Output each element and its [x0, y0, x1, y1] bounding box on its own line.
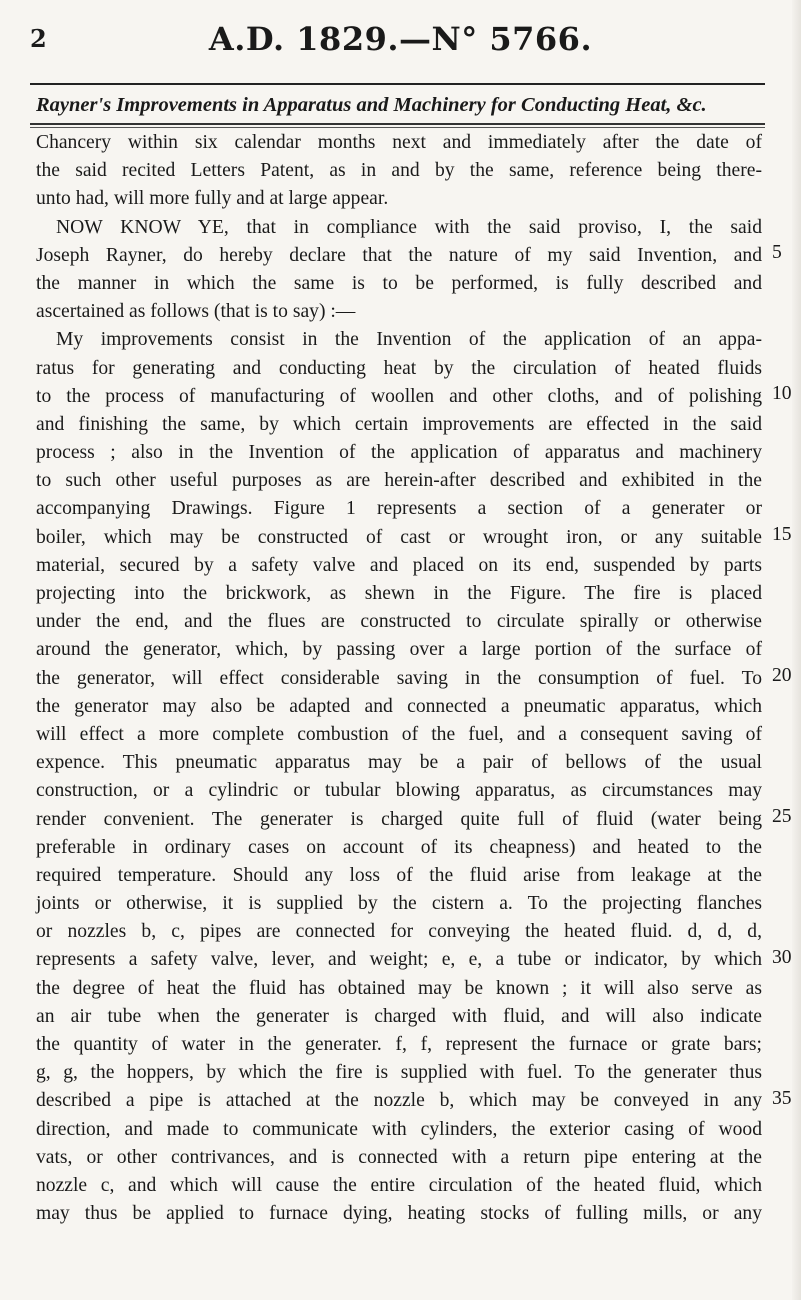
text-line: projecting into the brickwork, as shewn in the Figure. The fire is placed: [36, 583, 762, 604]
text-line: render convenient. The generater is charged quite full of fluid (water being: [36, 808, 762, 830]
text-line: direction, and made to communicate with cylinders, the exterior casing of wood: [36, 1118, 762, 1140]
text-line: vats, or other contrivances, and is connected with a return pipe entering at the: [36, 1146, 762, 1168]
text-line: accompanying Drawings. Figure 1 represents a section of a generater or: [36, 498, 762, 520]
text-line: to the process of manufacturing of woollen and other cloths, and of polishing: [36, 385, 762, 407]
text-line: around the generator, which, by passing over a large portion of the surface of: [36, 639, 762, 661]
text-line: nozzle c, and which will cause the entire circulation of the heated fluid, which: [36, 1174, 762, 1196]
text-line: an air tube when the generater is charged with fluid, and will also indicate: [36, 1005, 762, 1027]
text-line: to such other useful purposes as are herein-after described and exhibited in the: [36, 470, 762, 492]
text-line: under the end, and the flues are constructed to circulate spirally or otherwise: [36, 611, 762, 633]
running-title: Rayner's Improvements in Apparatus and Machinery for Conducting Heat, &c.: [36, 94, 707, 116]
text-line: represents a safety valve, lever, and weight; e, e, a tube or indicator, by which: [36, 949, 762, 971]
text-line: g, g, the hoppers, by which the fire is supplied with fuel. To the generater thus: [36, 1062, 762, 1084]
text-line: the generator, will effect considerable saving in the consumption of fuel. To: [36, 667, 762, 689]
page-header-title: A.D. 1829.—N° 5766.: [208, 20, 593, 58]
line-number: 5: [772, 242, 782, 263]
text-line: and finishing the same, by which certain improvements are effected in the said: [36, 413, 762, 435]
text-line: My improvements consist in the Invention of the application of an appa-: [56, 329, 762, 351]
text-line: may thus be applied to furnace dying, heating stocks of fulling mills, or any: [36, 1203, 762, 1225]
line-number: 35: [772, 1088, 792, 1109]
page-number: 2: [30, 24, 47, 53]
text-line: the generator may also be adapted and connected a pneumatic apparatus, which: [36, 695, 762, 717]
running-title-rule: [30, 123, 765, 125]
text-line: the manner in which the same is to be performed, is fully described and: [36, 272, 762, 294]
text-line: ratus for generating and conducting heat by the circulation of heated fluids: [36, 357, 762, 379]
text-line: the quantity of water in the generater. f, f, represent the furnace or grate bars;: [36, 1034, 762, 1055]
running-title-rule-secondary: [30, 127, 765, 128]
text-line: will effect a more complete combustion of the fuel, and a consequent saving of: [36, 723, 762, 745]
text-line: joints or otherwise, it is supplied by the cistern a. To the projecting flanches: [36, 893, 762, 915]
text-line: construction, or a cylindric or tubular blowing apparatus, as circumstances may: [36, 780, 762, 802]
text-line: or nozzles b, c, pipes are connected for conveying the heated fluid. d, d, d,: [36, 921, 762, 943]
text-line: preferable in ordinary cases on account of its cheapness) and heated to the: [36, 836, 762, 858]
text-line: described a pipe is attached at the nozzle b, which may be conveyed in any: [36, 1090, 762, 1112]
line-number: 25: [772, 806, 792, 827]
line-number: 20: [772, 665, 792, 686]
line-number: 10: [772, 383, 792, 404]
text-line: ascertained as follows (that is to say) :—: [36, 301, 356, 323]
text-line: boiler, which may be constructed of cast or wrought iron, or any suitable: [36, 526, 762, 548]
text-line: Chancery within six calendar months next and immediately after the date of: [36, 132, 762, 153]
text-line: expence. This pneumatic apparatus may be a pair of bellows of the usual: [36, 752, 762, 774]
line-number: 30: [772, 947, 792, 968]
text-line: process ; also in the Invention of the application of apparatus and machinery: [36, 442, 762, 464]
text-line: the said recited Letters Patent, as in and by the same, reference being there-: [36, 160, 762, 182]
page-edge-shadow: [792, 0, 801, 1300]
text-line: unto had, will more fully and at large appear.: [36, 188, 389, 210]
body-text: [36, 129, 762, 1228]
line-number: 15: [772, 524, 792, 545]
header-rule: [30, 83, 765, 85]
text-line: NOW KNOW YE, that in compliance with the said proviso, I, the said: [56, 216, 762, 238]
text-line: material, secured by a safety valve and placed on its end, suspended by parts: [36, 554, 762, 576]
text-line: Joseph Rayner, do hereby declare that the nature of my said Invention, and: [36, 244, 762, 266]
text-line: the degree of heat the fluid has obtained may be known ; it will also serve as: [36, 977, 762, 999]
text-line: required temperature. Should any loss of the fluid arise from leakage at the: [36, 864, 762, 886]
